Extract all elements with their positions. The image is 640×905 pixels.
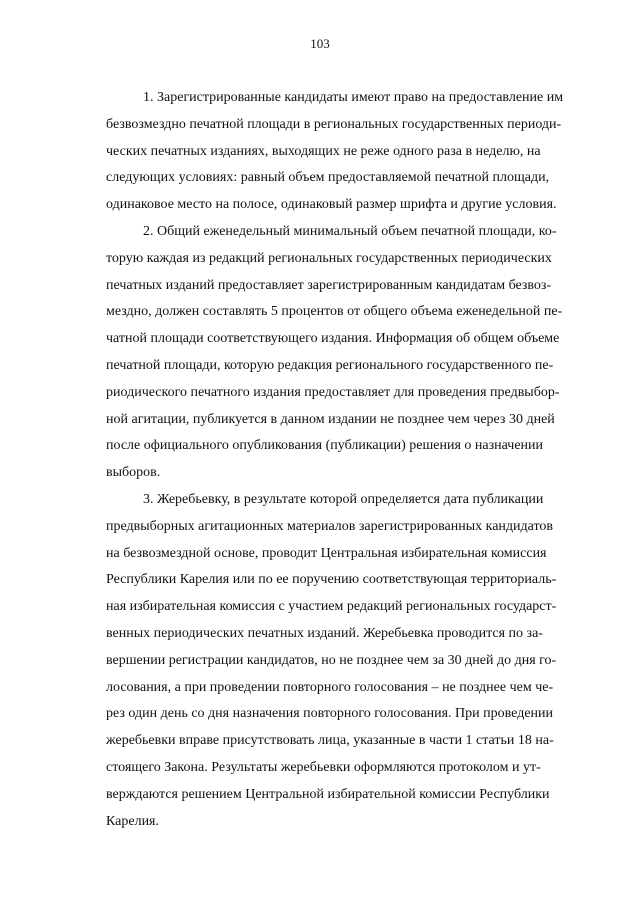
text-line: на безвозмездной основе, проводит Центральная избирательная комиссия bbox=[106, 545, 547, 561]
text-line: 2. Общий еженедельный минимальный объем печатной площади, ко- bbox=[143, 223, 557, 239]
paragraph-3 bbox=[106, 487, 557, 835]
paragraph-1 bbox=[106, 85, 564, 219]
text-line: чатной площади соответствующего издания. Информация об общем объеме bbox=[106, 331, 560, 347]
text-line: следующих условиях: равный объем предоставляемой печатной площади, bbox=[106, 170, 550, 186]
text-line: стоящего Закона. Результаты жеребьевки оформляются протоколом и ут- bbox=[106, 759, 541, 775]
text-line: 1. Зарегистрированные кандидаты имеют право на предоставление им bbox=[143, 90, 564, 105]
text-line: после официального опубликования (публикации) решения о назначении bbox=[106, 438, 544, 454]
text-line: Карелия. bbox=[106, 813, 159, 829]
text-line: печатной площади, которую редакция регионального государственного пе- bbox=[106, 357, 554, 373]
text-line: торую каждая из редакций региональных государственных периодических bbox=[106, 250, 552, 266]
text-line: вершении регистрации кандидатов, но не позднее чем за 30 дней до дня го- bbox=[106, 652, 557, 668]
text-line: жеребьевки вправе присутствовать лица, указанные в части 1 статьи 18 на- bbox=[106, 733, 554, 749]
text-line: риодического печатного издания предоставляет для проведения предвыбор- bbox=[106, 384, 560, 400]
text-line: венных периодических печатных изданий. Жеребьевка проводится по за- bbox=[106, 625, 543, 641]
text-line: лосования, а при проведении повторного голосования – не позднее чем че- bbox=[106, 679, 554, 695]
text-line: выборов. bbox=[106, 465, 161, 481]
text-line: 3. Жеребьевку, в результате которой определяется дата публикации bbox=[143, 491, 544, 507]
text-line: ная избирательная комиссия с участием редакций региональных государст- bbox=[106, 599, 557, 615]
text-line: верждаются решением Центральной избирательной комиссии Республики bbox=[106, 786, 550, 802]
text-line: предвыборных агитационных материалов зарегистрированных кандидатов bbox=[106, 518, 554, 534]
document-body bbox=[106, 85, 564, 835]
text-line: безвозмездно печатной площади в региональных государственных периоди- bbox=[106, 116, 562, 132]
text-line: мездно, должен составлять 5 процентов от общего объема еженедельной пе- bbox=[106, 304, 563, 320]
text-line: ной агитации, публикуется в данном издании не позднее чем через 30 дней bbox=[106, 411, 555, 427]
text-line: Республики Карелия или по ее поручению соответствующая территориаль- bbox=[106, 572, 557, 588]
text-line: печатных изданий предоставляет зарегистрированным кандидатам безвоз- bbox=[106, 277, 552, 293]
text-line: одинаковое место на полосе, одинаковый размер шрифта и другие условия. bbox=[106, 197, 557, 213]
text-line: рез один день со дня назначения повторного голосования. При проведении bbox=[106, 706, 554, 722]
text-line: ческих печатных изданиях, выходящих не реже одного раза в неделю, на bbox=[106, 143, 541, 159]
page-number: 103 bbox=[310, 36, 330, 51]
paragraph-2 bbox=[106, 219, 563, 487]
